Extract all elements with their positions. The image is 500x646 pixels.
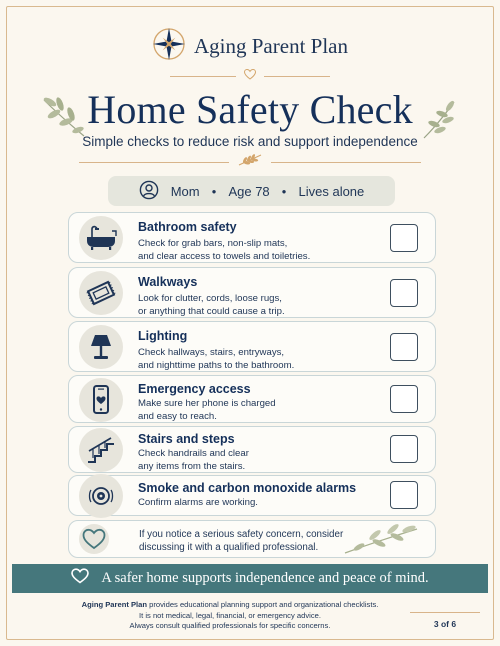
divider-line xyxy=(170,76,236,77)
item-description-line: and easy to reach. xyxy=(138,410,217,422)
item-description xyxy=(138,293,378,318)
footer-disclaimer xyxy=(40,600,420,632)
bathroom-checkbox[interactable] xyxy=(390,224,418,252)
page-number: 3 of 6 xyxy=(410,612,480,629)
divider-line xyxy=(79,162,229,163)
note-line: If you notice a serious safety concern, consider xyxy=(139,529,344,540)
lighting-checkbox[interactable] xyxy=(390,333,418,361)
item-title: Emergency access xyxy=(138,382,251,396)
item-description-line: Look for clutter, cords, loose rugs, xyxy=(138,293,282,304)
checklist-item-alarms xyxy=(68,475,436,516)
stairs-checkbox[interactable] xyxy=(390,435,418,463)
emergency-checkbox[interactable] xyxy=(390,385,418,413)
item-description xyxy=(138,398,378,423)
closing-banner xyxy=(12,564,488,593)
item-title: Stairs and steps xyxy=(138,432,235,446)
profile-name: Mom xyxy=(170,183,200,199)
separator-dot: ● xyxy=(281,186,287,196)
heart-icon xyxy=(79,524,109,554)
item-title: Walkways xyxy=(138,275,198,289)
item-description-line: or anything that could cause a trip. xyxy=(138,305,285,317)
checklist-item-lighting xyxy=(68,321,436,372)
item-description-line: and clear access to towels and toiletries. xyxy=(138,250,311,262)
profile-living: Lives alone xyxy=(298,183,365,199)
footer-brand: Aging Parent Plan xyxy=(81,600,148,609)
item-description xyxy=(138,238,378,263)
banner-text: A safer home supports independence and peace of mind. xyxy=(101,570,429,586)
checklist-item-stairs xyxy=(68,426,436,473)
item-description xyxy=(138,448,378,473)
checklist-item-walkways xyxy=(68,267,436,318)
profile-bar xyxy=(108,176,395,206)
person-icon xyxy=(139,180,159,203)
item-title: Smoke and carbon monoxide alarms xyxy=(138,481,357,495)
brand-name: Aging Parent Plan xyxy=(194,33,348,58)
footer-line: It is not medical, legal, financial, or emergency advice. xyxy=(139,610,321,620)
page-title: Home Safety Check xyxy=(87,87,413,132)
profile-age: Age 78 xyxy=(228,183,270,199)
item-description-line: Make sure her phone is charged xyxy=(138,398,276,409)
leaf-branch-icon xyxy=(341,523,421,562)
bathtub-icon xyxy=(79,216,123,260)
note-text xyxy=(139,528,359,554)
heart-divider xyxy=(0,68,500,84)
wheat-divider xyxy=(0,153,500,171)
heart-outline-icon xyxy=(244,67,256,85)
brand-header xyxy=(0,26,500,66)
walkways-checkbox[interactable] xyxy=(390,279,418,307)
item-description-line: and nighttime paths to the bathroom. xyxy=(138,359,295,371)
item-description-line: any items from the stairs. xyxy=(138,460,246,472)
stairs-icon xyxy=(79,428,123,472)
item-title: Bathroom safety xyxy=(138,220,237,234)
alarms-checkbox[interactable] xyxy=(390,481,418,509)
item-description-line: Check handrails and clear xyxy=(138,448,249,459)
item-description-line: Check hallways, stairs, entryways, xyxy=(138,347,285,358)
wheat-icon xyxy=(237,153,263,172)
item-description-line: Confirm alarms are working. xyxy=(138,497,258,508)
item-description xyxy=(138,347,378,372)
checklist-item-bathroom xyxy=(68,212,436,263)
compass-star-icon xyxy=(152,27,186,66)
lamp-icon xyxy=(79,325,123,369)
item-title: Lighting xyxy=(138,329,188,343)
footer-line: provides educational planning support and organizational checklists. xyxy=(147,600,379,609)
smoke-alarm-icon xyxy=(79,474,123,518)
item-description xyxy=(138,497,378,510)
note-line: discussing it with a qualified professional. xyxy=(139,542,319,553)
rug-icon xyxy=(79,271,123,315)
divider-line xyxy=(264,76,330,77)
phone-icon xyxy=(79,378,123,422)
item-description-line: Check for grab bars, non-slip mats, xyxy=(138,238,288,249)
safety-note xyxy=(68,520,436,558)
separator-dot: ● xyxy=(211,186,217,196)
checklist-item-emergency xyxy=(68,375,436,423)
divider-line xyxy=(271,162,421,163)
page-subtitle: Simple checks to reduce risk and support independence xyxy=(82,134,418,149)
heart-outline-icon xyxy=(71,568,89,589)
footer-line: Always consult qualified professionals for specific concerns. xyxy=(129,621,331,630)
